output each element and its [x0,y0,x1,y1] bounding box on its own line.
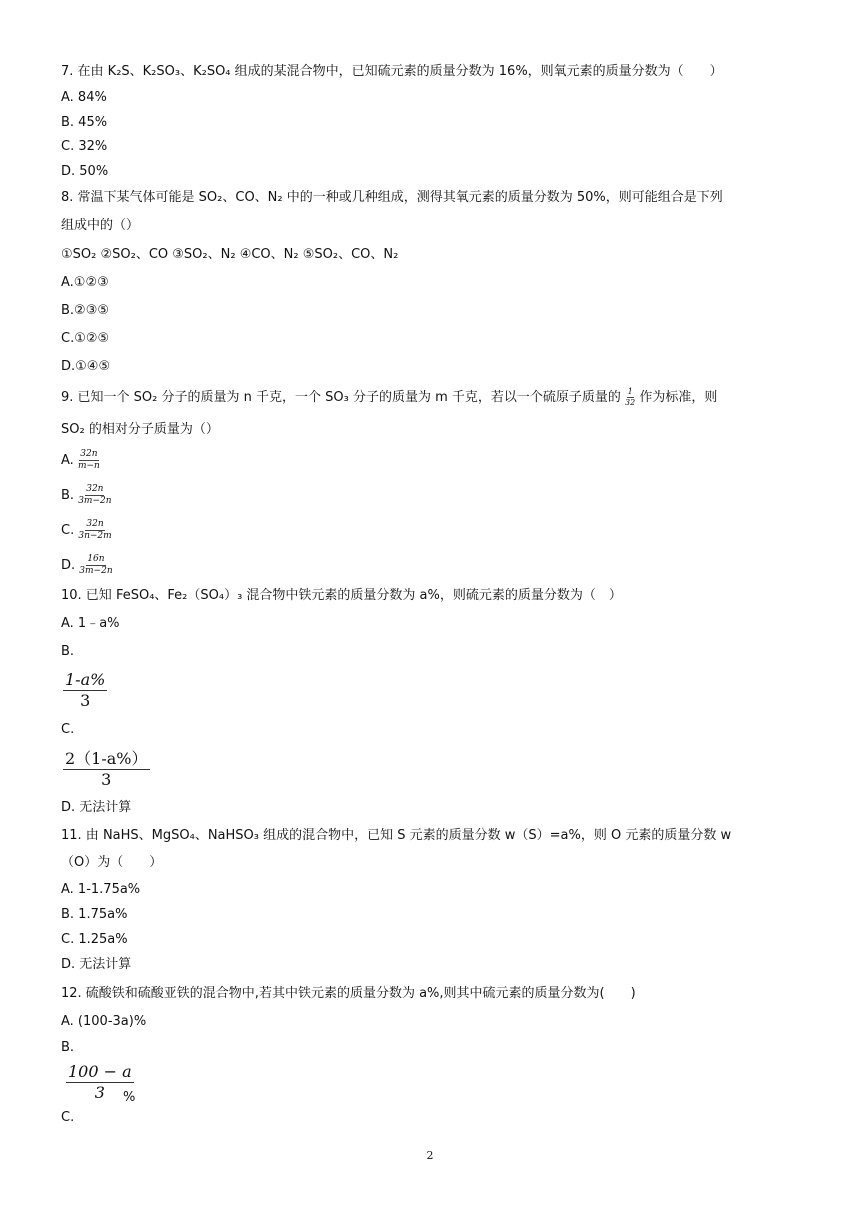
q9-stem-line1 [61,388,717,408]
q8-combinations: ①SO₂ ②SO₂、CO ③SO₂、N₂ ④CO、N₂ ⑤SO₂、CO、N₂ [61,247,399,262]
q8-option-b: B.②③⑤ [61,303,110,318]
q11-option-d: D. 无法计算 [61,957,132,972]
q9-stem-line2: SO₂ 的相对分子质量为（） [61,422,219,437]
option-fraction [78,485,111,506]
fraction-denominator: 3m−2n [78,496,112,506]
q9-option-c [61,520,112,541]
q10-option-c-fraction [63,751,150,788]
fraction-numerator: 2（1-a%） [65,749,148,768]
q10-option-a: A. 1﹣a% [61,616,120,631]
q10-option-c-label: C. [61,722,75,737]
fraction-numerator: 32n [86,484,104,494]
q10-stem: 10. 已知 FeSO₄、Fe₂（SO₄）₃ 混合物中铁元素的质量分数为 a%，则硫元素的质量分数为（ ） [61,588,622,603]
q9-option-d [61,555,113,576]
q7-option-b: B. 45% [61,115,108,130]
fraction-numerator: 32n [86,519,104,529]
fraction-numerator: 16n [87,554,105,564]
q11-stem-line1: 11. 由 NaHS、MgSO₄、NaHSO₃ 组成的混合物中，已知 S 元素的质量分数 w（S）=a%，则 O 元素的质量分数 w [61,828,732,843]
option-label: C. [61,523,75,538]
option-fraction [78,520,111,541]
q7-option-d: D. 50% [61,164,109,179]
q8-stem-line2: 组成中的（） [61,218,140,233]
q10-option-b-label: B. [61,644,75,659]
option-fraction [79,555,112,576]
q10-option-b-fraction [63,672,107,709]
q8-option-a: A.①②③ [61,275,109,290]
fraction-numerator: 100 − a [68,1062,132,1081]
q7-option-a: A. 84% [61,90,107,105]
fraction-numerator: 1 [627,387,633,396]
page-number: 2 [426,1149,434,1162]
fraction-numerator: 1-a% [65,670,106,689]
q12-option-b-percent: % [123,1090,136,1105]
fraction-denominator: 3 [101,770,112,789]
q7-option-c: C. 32% [61,139,108,154]
q12-option-c-label: C. [61,1110,75,1125]
q12-option-b-label: B. [61,1040,75,1055]
option-label: A. [61,453,74,468]
q9-stem-pre: 9. 已知一个 SO₂ 分子的质量为 n 千克，一个 SO₃ 分子的质量为 m 千克，若以一个硫原子质量的 [61,390,621,405]
option-fraction [78,450,100,471]
q8-stem-line1: 8. 常温下某气体可能是 SO₂、CO、N₂ 中的一种或几种组成，测得其氧元素的质量分数为 50%，则可能组合是下列 [61,190,723,205]
option-label: D. [61,558,76,573]
q11-stem-line2: （O）为（ ） [61,855,163,870]
fraction [63,751,150,788]
fraction-denominator: 3 [94,1083,105,1102]
q7-stem: 7. 在由 K₂S、K₂SO₃、K₂SO₄ 组成的某混合物中，已知硫元素的质量分数为 16%，则氧元素的质量分数为（ ） [61,64,723,79]
option-label: B. [61,488,75,503]
fraction [63,672,107,709]
q11-option-a: A. 1-1.75a% [61,882,141,897]
q11-option-b: B. 1.75a% [61,907,128,922]
q9-option-b [61,485,112,506]
q9-stem-post: 作为标准，则 [639,390,718,405]
q8-option-d: D.①④⑤ [61,359,111,374]
fraction-denominator: 3n−2m [78,531,112,541]
q10-option-d: D. 无法计算 [61,800,132,815]
fraction-numerator: 32n [80,449,98,459]
fraction-denominator: 32 [625,398,636,407]
q9-option-a [61,450,100,471]
q12-option-a: A. (100-3a)% [61,1014,147,1029]
q12-stem: 12. 硫酸铁和硫酸亚铁的混合物中,若其中铁元素的质量分数为 a%,则其中硫元素的质量分数为( ) [61,986,636,1001]
q11-option-c: C. 1.25a% [61,932,128,947]
q8-option-c: C.①②⑤ [61,331,110,346]
fraction-denominator: 3 [80,691,91,710]
fraction-denominator: m−n [77,461,100,471]
q9-standard-fraction [625,388,635,407]
fraction-denominator: 3m−2n [79,566,113,576]
